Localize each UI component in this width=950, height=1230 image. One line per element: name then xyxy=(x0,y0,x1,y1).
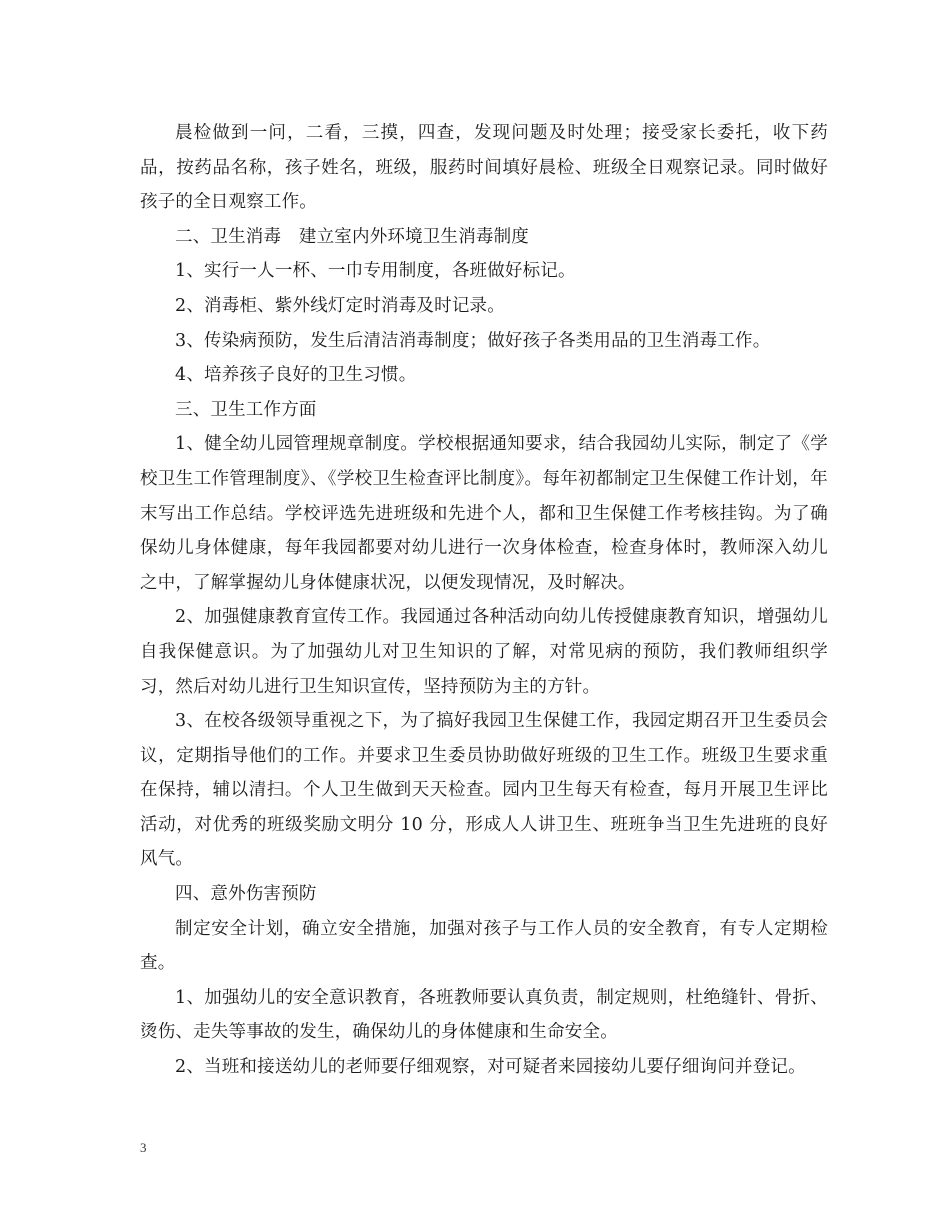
paragraph-safety-plan: 制定安全计划，确立安全措施，加强对孩子与工作人员的安全教育，有专人定期检查。 xyxy=(140,918,828,974)
heading-hygiene-work: 三、卫生工作方面 xyxy=(175,399,317,420)
paragraph-morning-check: 晨检做到一问，二看，三摸，四查，发现问题及时处理；接受家长委托，收下药品，按药品名称，孩子姓名，班级，服药时间填好晨检、班级全日观察记录。同时做好孩子的全日观察工作。 xyxy=(140,123,828,213)
heading-accident-prevention: 四、意外伤害预防 xyxy=(175,884,317,905)
paragraph-safety-awareness: 1、加强幼儿的安全意识教育，各班教师要认真负责，制定规则，杜绝缝针、骨折、烫伤、走失等事故的发生，确保幼儿的身体健康和生命安全。 xyxy=(140,987,828,1043)
paragraph-infectious-disease: 3、传染病预防，发生后清洁消毒制度；做好孩子各类用品的卫生消毒工作。 xyxy=(175,330,771,351)
paragraph-management-rules: 1、健全幼儿园管理规章制度。学校根据通知要求，结合我园幼儿实际，制定了《学校卫生工作管理制度》、《学校卫生检查评比制度》。每年初都制定卫生保健工作计划，年末写出工作总结。学校评选先进班级和先进个人，都和卫生保健工作考核挂钩。为了确保幼儿身体健康，每年我园都要对幼儿进行一次身体检查，检查身体时，教师深入幼儿之中，了解掌握幼儿身体健康状况，以便发现情况，及时解决。 xyxy=(140,434,828,593)
paragraph-disinfection-cabinet: 2、消毒柜、紫外线灯定时消毒及时记录。 xyxy=(175,295,505,316)
heading-hygiene-disinfection: 二、卫生消毒 建立室内外环境卫生消毒制度 xyxy=(175,226,529,247)
paragraph-leadership: 3、在校各级领导重视之下，为了搞好我园卫生保健工作，我园定期召开卫生委员会议，定期指导他们的工作。并要求卫生委员协助做好班级的卫生工作。班级卫生要求重在保持，辅以清扫。个人卫生做到天天检查。园内卫生每天有检查，每月开展卫生评比活动，对优秀的班级奖励文明分 10 分，形成人人讲卫生、班班争当卫生先进班的良好风气。 xyxy=(140,711,828,870)
page-number: 3 xyxy=(140,1140,147,1155)
paragraph-one-cup-one-towel: 1、实行一人一杯、一巾专用制度，各班做好标记。 xyxy=(175,261,576,282)
paragraph-pickup-observation: 2、当班和接送幼儿的老师要仔细观察，对可疑者来园接幼儿要仔细询问并登记。 xyxy=(175,1057,806,1078)
document-body xyxy=(140,116,828,1085)
paragraph-health-education: 2、加强健康教育宣传工作。我园通过各种活动向幼儿传授健康教育知识，增强幼儿自我保健意识。为了加强幼儿对卫生知识的了解，对常见病的预防，我们教师组织学习，然后对幼儿进行卫生知识宣传，坚持预防为主的方针。 xyxy=(140,607,828,697)
paragraph-hygiene-habits: 4、培养孩子良好的卫生习惯。 xyxy=(175,365,417,386)
